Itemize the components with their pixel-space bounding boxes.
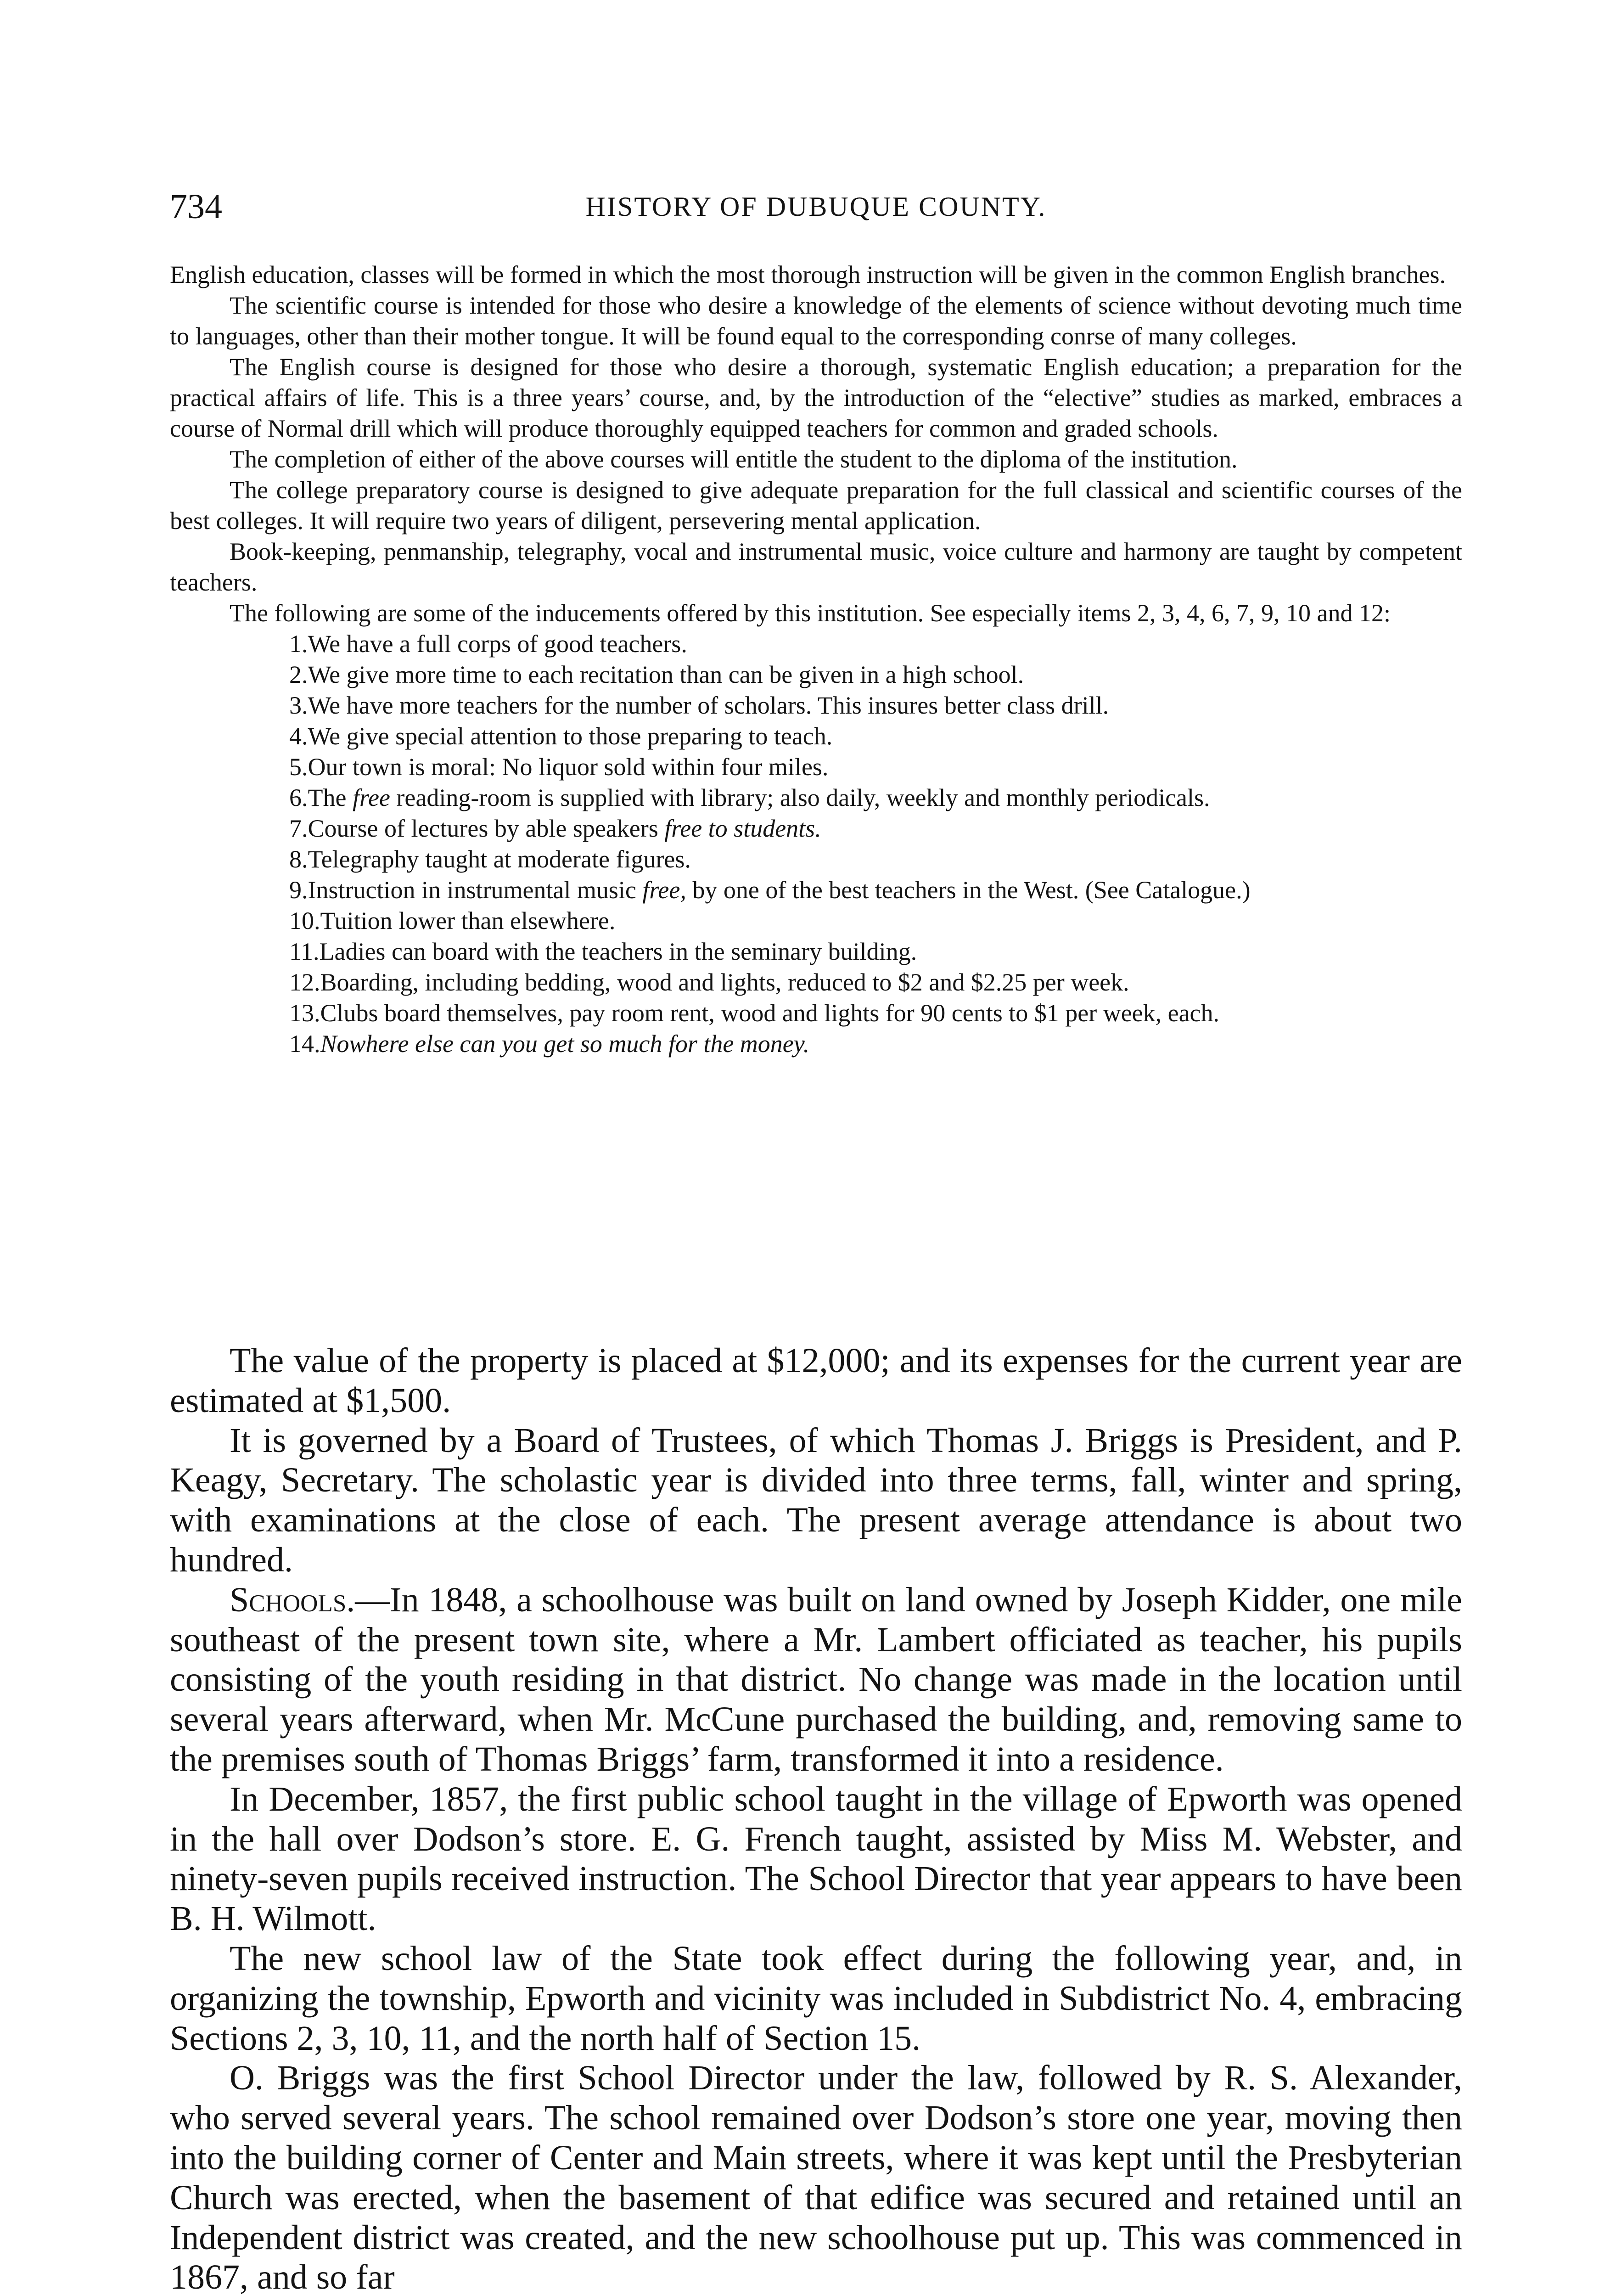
paragraph-property-value: The value of the property is placed at $12,000; and its expenses for the current year are estimated at $1,500. — [170, 1341, 1462, 1420]
inducements-list — [170, 629, 1462, 1059]
item-text: We give special attention to those preparing to teach. — [308, 722, 833, 750]
item-number: 12. — [289, 968, 320, 996]
item-number: 2. — [289, 661, 308, 688]
list-item — [170, 782, 1462, 813]
page-header — [170, 186, 1462, 227]
paragraph-school-directors: O. Briggs was the first School Director under the law, followed by R. S. Alexander, who served several years. The school remained over Dodson’s store one year, moving then into the building corner of Center and Main streets, where it was kept until the Presbyterian Church was erected, when the basement of that edifice was secured and retained until an Independent district was created, and the new schoolhouse put up. This was commenced in 1867, and so far — [170, 2059, 1462, 2296]
item-number: 13. — [289, 999, 320, 1027]
item-number: 11. — [289, 938, 320, 965]
list-item — [170, 875, 1462, 906]
paragraph-extra-subjects: Book-keeping, penmanship, telegraphy, vocal and instrumental music, voice culture and harmony are taught by competent teachers. — [170, 538, 1462, 596]
item-text-end: reading-room is supplied with library; also daily, weekly and monthly periodicals. — [390, 784, 1210, 811]
paragraph-english-course: The English course is designed for those who desire a thorough, systematic English education; a preparation for the practical affairs of life. This is a three years’ course, and, by the introduction of the “elective” studies as marked, embraces a course of Normal drill which will produce thoroughly equipped teachers for common and graded schools. — [170, 353, 1462, 442]
page-number: 734 — [170, 187, 222, 226]
item-number: 4. — [289, 722, 308, 750]
paragraph-first-public-school: In December, 1857, the first public school taught in the village of Epworth was opened in the hall over Dodson’s store. E. G. French taught, assisted by Miss M. Webster, and ninety-seven pupils received instruction. The School Director that year appears to have been B. H. Wilmott. — [170, 1779, 1462, 1938]
item-text-start: Course of lectures by able speakers — [308, 815, 665, 842]
item-text: Our town is moral: No liquor sold within four miles. — [308, 753, 829, 781]
item-text: Boarding, including bedding, wood and lights, reduced to $2 and $2.25 per week. — [320, 968, 1129, 996]
paragraph-schools — [170, 1580, 1462, 1779]
list-item — [170, 659, 1462, 690]
list-item — [170, 998, 1462, 1029]
main-text-section — [170, 1341, 1462, 2296]
item-text-italic: free to students. — [664, 815, 821, 842]
list-item — [170, 813, 1462, 844]
item-number: 7. — [289, 815, 308, 842]
item-number: 1. — [289, 630, 308, 658]
list-item — [170, 967, 1462, 998]
small-print-section — [170, 259, 1462, 1059]
list-item — [170, 936, 1462, 967]
item-number: 9. — [289, 876, 308, 904]
schools-text: —In 1848, a schoolhouse was built on land owned by Joseph Kidder, one mile southeast of the present town site, where a Mr. Lambert officiated as teacher, his pupils consisting of the youth residing in that district. No change was made in the location until several years afterward, when Mr. McCune purchased the building, and, removing same to the premises south of Thomas Briggs’ farm, transformed it into a residence. — [170, 1580, 1462, 1778]
item-text-end: by one of the best teachers in the West. (See Catalogue.) — [686, 876, 1251, 904]
list-item — [170, 721, 1462, 752]
paragraph-inducements-intro: The following are some of the inducements offered by this institution. See especially items 2, 3, 4, 6, 7, 9, 10 and 12: — [230, 599, 1391, 627]
item-number: 14. — [289, 1030, 320, 1058]
item-text: Tuition lower than elsewhere. — [320, 907, 616, 934]
schools-heading: Schools. — [230, 1580, 355, 1619]
item-text: We give more time to each recitation than can be given in a high school. — [308, 661, 1024, 688]
item-text-start: The — [308, 784, 353, 811]
item-number: 3. — [289, 692, 308, 719]
item-text-italic: Nowhere else can you get so much for the money. — [320, 1030, 810, 1058]
paragraph-diploma: The completion of either of the above courses will entitle the student to the diploma of the institution. — [230, 445, 1238, 473]
list-item — [170, 906, 1462, 936]
paragraph-college-preparatory: The college preparatory course is designed to give adequate preparation for the full classical and scientific courses of the best colleges. It will require two years of diligent, persevering mental application. — [170, 476, 1462, 535]
item-number: 10. — [289, 907, 320, 934]
running-title: HISTORY OF DUBUQUE COUNTY. — [585, 191, 1047, 222]
paragraph-trustees: It is governed by a Board of Trustees, of which Thomas J. Briggs is President, and P. Keagy, Secretary. The scholastic year is divided into three terms, fall, winter and spring, with examinations at the close of each. The present average attendance is about two hundred. — [170, 1421, 1462, 1579]
item-number: 8. — [289, 845, 308, 873]
item-text: We have more teachers for the number of scholars. This insures better class drill. — [308, 692, 1109, 719]
item-text-italic: free, — [642, 876, 686, 904]
item-text-start: Instruction in instrumental music — [308, 876, 643, 904]
item-text: Ladies can board with the teachers in the seminary building. — [319, 938, 917, 965]
item-text: We have a full corps of good teachers. — [308, 630, 687, 658]
list-item — [170, 1029, 1462, 1059]
list-item — [170, 629, 1462, 659]
list-item — [170, 690, 1462, 721]
paragraph-school-law: The new school law of the State took effect during the following year, and, in organizing the township, Epworth and vicinity was included in Subdistrict No. 4, embracing Sections 2, 3, 10, 11, and the north half of Section 15. — [170, 1939, 1462, 2058]
item-number: 5. — [289, 753, 308, 781]
paragraph-english-education: English education, classes will be formed in which the most thorough instruction will be given in the common English branches. — [170, 261, 1446, 288]
list-item — [170, 844, 1462, 875]
item-text: Clubs board themselves, pay room rent, wood and lights for 90 cents to $1 per week, each. — [320, 999, 1220, 1027]
list-item — [170, 752, 1462, 782]
paragraph-scientific-course: The scientific course is intended for those who desire a knowledge of the elements of science without devoting much time to languages, other than their mother tongue. It will be found equal to the corresponding conrse of many colleges. — [170, 292, 1462, 350]
item-text: Telegraphy taught at moderate figures. — [308, 845, 691, 873]
item-number: 6. — [289, 784, 308, 811]
item-text-italic: free — [352, 784, 390, 811]
